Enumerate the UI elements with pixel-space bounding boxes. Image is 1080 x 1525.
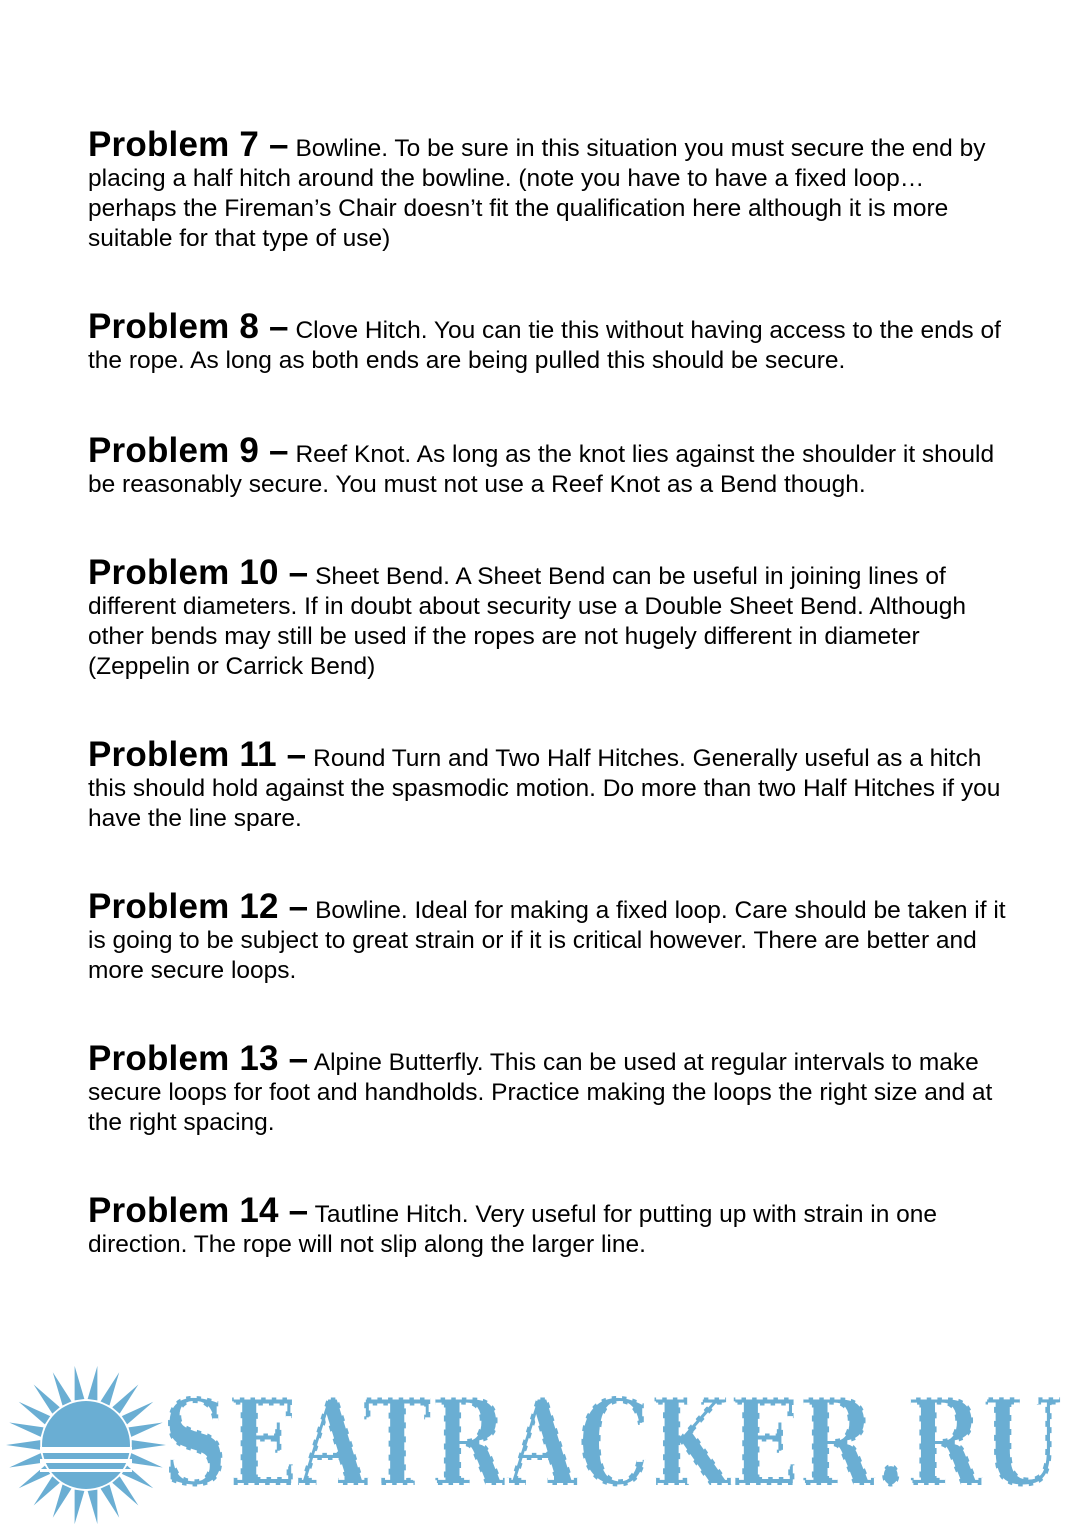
problem-text: Tautline Hitch. Very useful for putting up with strain in one direction. The rope will not slip along the larger line. xyxy=(88,1201,938,1258)
sun-ray xyxy=(128,1453,162,1467)
sun-ray xyxy=(9,1422,43,1436)
sun-ray xyxy=(19,1466,50,1489)
sun-ray xyxy=(101,1372,120,1405)
sun-ray xyxy=(75,1490,85,1525)
problem-14 xyxy=(88,1191,1008,1260)
problem-title: Problem 9 – xyxy=(88,431,289,470)
problem-text: Bowline. Ideal for making a fixed loop. Care should be taken if it is going to be subject to great strain or if it is critical however. There are better and more secure loops. xyxy=(88,897,1006,984)
brand-wordmark xyxy=(160,1381,1070,1501)
problem-7 xyxy=(88,125,1008,254)
sun-ray xyxy=(112,1476,138,1505)
problem-text: Clove Hitch. You can tie this without having access to the ends of the rope. As long as both ends are being pulled this should be secure. xyxy=(88,317,1001,374)
problem-10 xyxy=(88,553,1008,682)
problem-title: Problem 11 – xyxy=(88,735,307,774)
sun-ray xyxy=(75,1366,85,1401)
problem-11 xyxy=(88,735,1008,834)
problem-9 xyxy=(88,431,1008,500)
sun-ray xyxy=(34,1476,60,1505)
sun-ray xyxy=(53,1485,72,1518)
sun-ray xyxy=(9,1453,43,1467)
problem-title: Problem 13 – xyxy=(88,1039,309,1078)
sun-ray xyxy=(6,1440,40,1450)
problem-text: Bowline. To be sure in this situation you must secure the end by placing a half hitch around the bowline. (note you have to have a fixed loop… perhaps the Fireman’s Chair doesn’t fit the qualification here although it is more suitable for that type of use) xyxy=(88,135,986,252)
problem-title: Problem 10 – xyxy=(88,553,309,592)
problem-title: Problem 14 – xyxy=(88,1191,309,1230)
problem-12 xyxy=(88,887,1008,986)
brand-text: SEATRACKER.RU xyxy=(162,1381,1062,1501)
problem-title: Problem 7 – xyxy=(88,125,289,164)
sun-ray xyxy=(122,1466,153,1489)
problem-title: Problem 12 – xyxy=(88,887,309,926)
problem-text: Reef Knot. As long as the knot lies against the shoulder it should be reasonably secure. You must not use a Reef Knot as a Bend though. xyxy=(88,441,995,498)
sun-ray xyxy=(19,1402,50,1425)
sun-ray xyxy=(101,1485,120,1518)
problem-13 xyxy=(88,1039,1008,1138)
sun-ray xyxy=(88,1490,98,1525)
problem-text: Sheet Bend. A Sheet Bend can be useful in joining lines of different diameters. If in doubt about security use a Double Sheet Bend. Although other bends may still be used if the ropes are not hugely different in diameter (Zeppelin or Carrick Bend) xyxy=(88,563,967,680)
sun-icon xyxy=(0,1365,172,1525)
sun-ray xyxy=(53,1372,72,1405)
footer-watermark xyxy=(0,1365,1080,1525)
problem-text: Round Turn and Two Half Hitches. Generally useful as a hitch this should hold against the spasmodic motion. Do more than two Half Hitches if you have the line spare. xyxy=(88,745,1001,832)
sun-ray xyxy=(112,1385,138,1414)
problem-title: Problem 8 – xyxy=(88,307,289,346)
sun-ray xyxy=(88,1366,98,1401)
problem-text: Alpine Butterfly. This can be used at regular intervals to make secure loops for foot and handholds. Practice making the loops the right size and at the right spacing. xyxy=(88,1049,993,1136)
problem-8 xyxy=(88,307,1008,376)
sun-ray xyxy=(122,1402,153,1425)
sun-ray xyxy=(34,1385,60,1414)
sun-ray xyxy=(128,1422,162,1436)
